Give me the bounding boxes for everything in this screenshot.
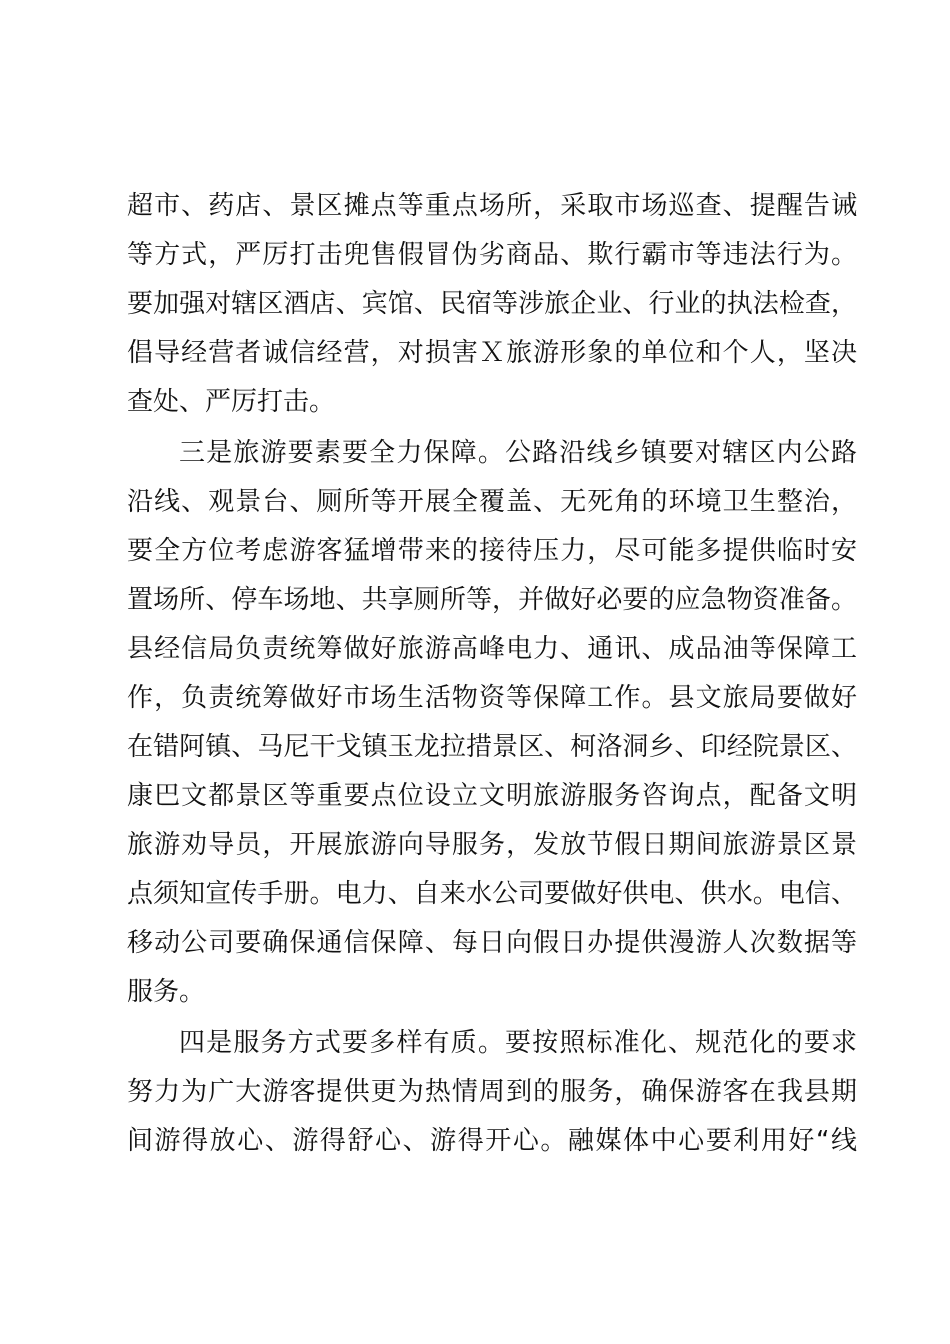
text-line: 间游得放心、游得舒心、游得开心。融媒体中心要利用好“线 (127, 1126, 857, 1156)
text-line: 点须知宣传手册。电力、自来水公司要做好供电、供水。电信、 (127, 879, 857, 909)
text-line: 努力为广大游客提供更为热情周到的服务，确保游客在我县期 (127, 1077, 857, 1107)
paragraph-start-line: 四是服务方式要多样有质。要按照标准化、规范化的要求 (179, 1028, 857, 1058)
paragraph-start-line: 三是旅游要素要全力保障。公路沿线乡镇要对辖区内公路 (179, 438, 857, 468)
text-line: 倡导经营者诚信经营，对损害Ｘ旅游形象的单位和个人，坚决 (127, 338, 857, 368)
text-line: 超市、药店、景区摊点等重点场所，采取市场巡查、提醒告诫 (127, 191, 857, 221)
text-line: 在错阿镇、马尼干戈镇玉龙拉措景区、柯洛洞乡、印经院景区、 (127, 732, 857, 762)
text-line: 移动公司要确保通信保障、每日向假日办提供漫游人次数据等 (127, 928, 857, 958)
text-line: 服务。 (127, 977, 206, 1007)
text-line: 作，负责统筹做好市场生活物资等保障工作。县文旅局要做好 (127, 683, 857, 713)
text-line: 置场所、停车场地、共享厕所等，并做好必要的应急物资准备。 (127, 585, 857, 615)
text-line: 县经信局负责统筹做好旅游高峰电力、通讯、成品油等保障工 (127, 634, 857, 664)
document-body (127, 182, 857, 1166)
text-line: 康巴文都景区等重要点位设立文明旅游服务咨询点，配备文明 (127, 781, 857, 811)
text-line: 查处、严厉打击。 (127, 387, 336, 417)
text-line: 要全方位考虑游客猛增带来的接待压力，尽可能多提供临时安 (127, 536, 857, 566)
text-line: 等方式，严厉打击兜售假冒伪劣商品、欺行霸市等违法行为。 (127, 240, 857, 270)
text-line: 要加强对辖区酒店、宾馆、民宿等涉旅企业、行业的执法检查， (127, 289, 857, 319)
text-line: 旅游劝导员，开展旅游向导服务，发放节假日期间旅游景区景 (127, 830, 857, 860)
text-line: 沿线、观景台、厕所等开展全覆盖、无死角的环境卫生整治， (127, 487, 857, 517)
